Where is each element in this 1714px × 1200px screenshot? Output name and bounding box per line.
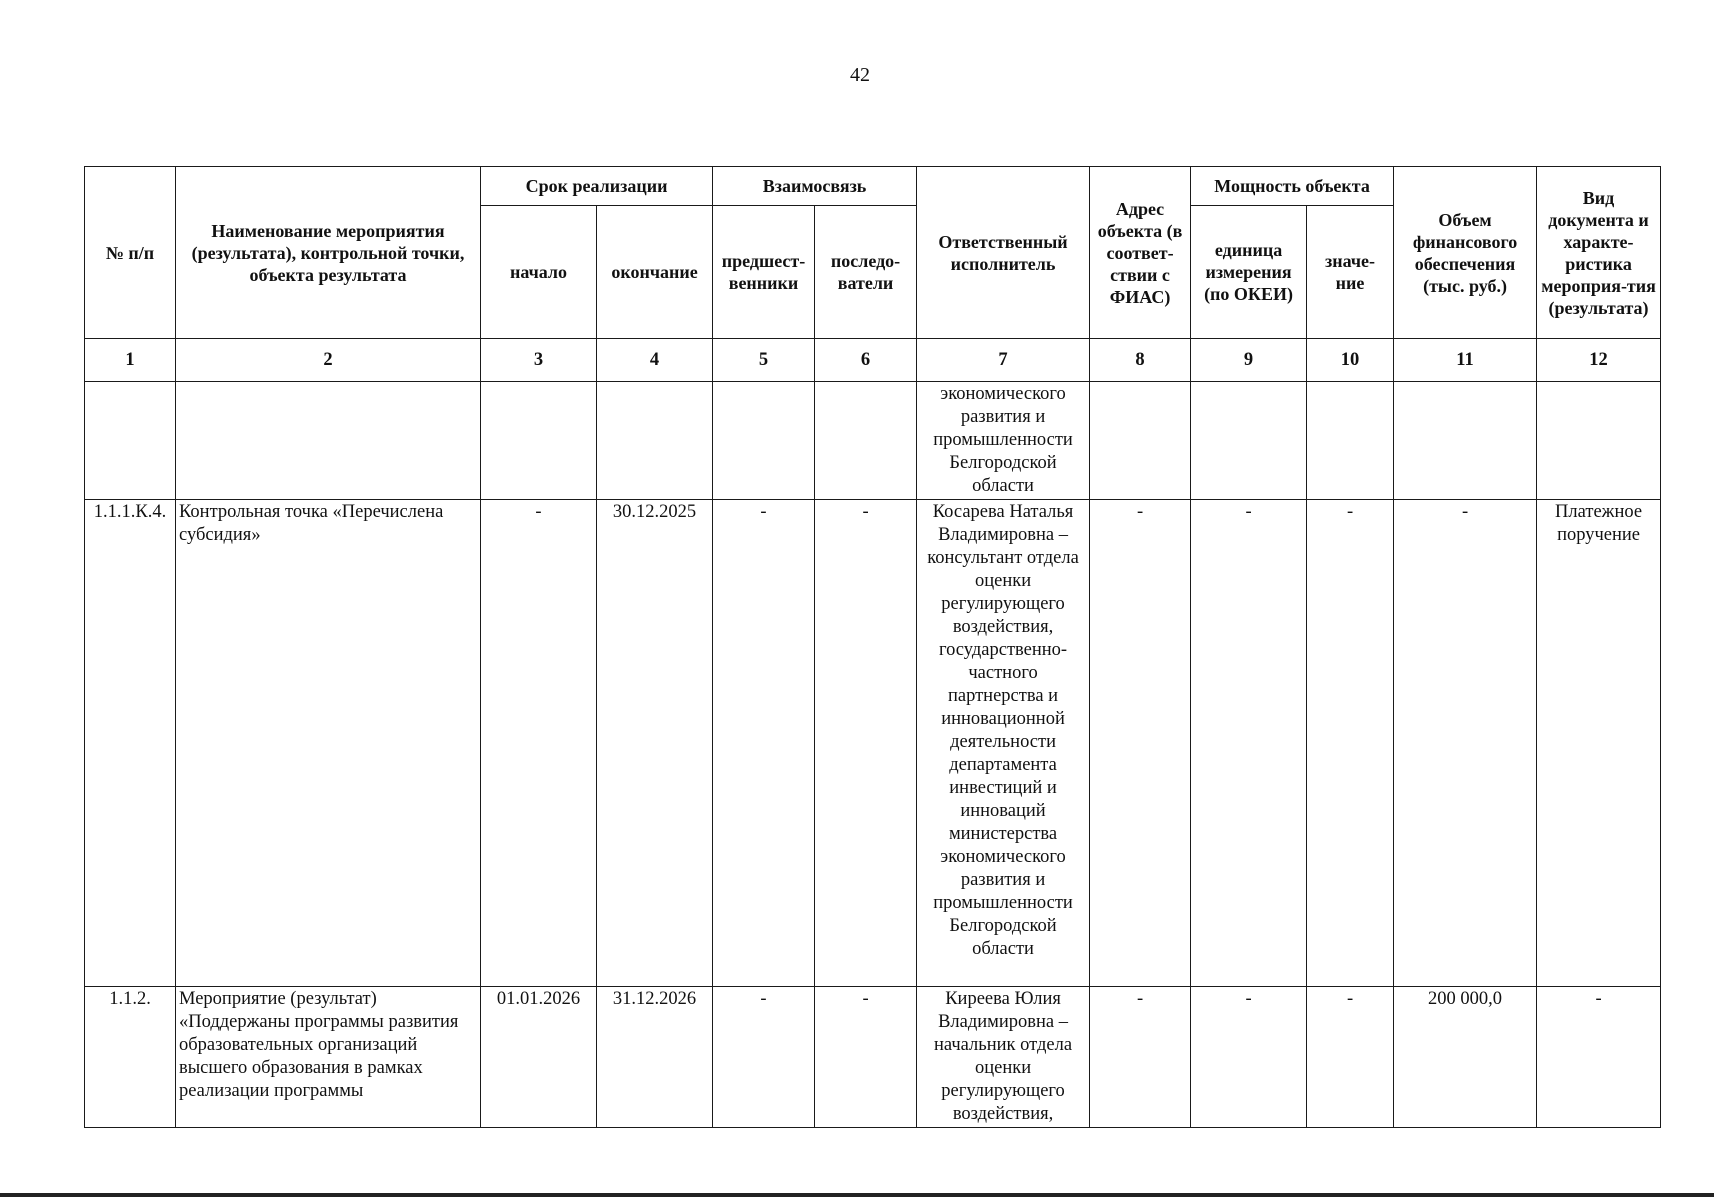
row-start: - bbox=[481, 500, 597, 987]
row-end: 31.12.2026 bbox=[597, 987, 713, 1128]
column-number: 10 bbox=[1307, 339, 1394, 382]
activities-table bbox=[84, 166, 1661, 1128]
table-row bbox=[85, 987, 1661, 1128]
row-doc: - bbox=[1537, 987, 1661, 1128]
row-value: - bbox=[1307, 987, 1394, 1128]
scan-bottom-edge bbox=[0, 1193, 1714, 1197]
table-row bbox=[85, 382, 1661, 500]
row-name: Мероприятие (результат) «Поддержаны программы развития образовательных организаций высшего образования в рамках реализации программы bbox=[176, 987, 481, 1128]
header-name: Наименование мероприятия (результата), контрольной точки, объекта результата bbox=[176, 167, 481, 339]
header-capacity-value: значе- ние bbox=[1307, 206, 1394, 339]
column-number: 7 bbox=[917, 339, 1090, 382]
row-no: 1.1.2. bbox=[85, 987, 176, 1128]
row-name: Контрольная точка «Перечислена субсидия» bbox=[176, 500, 481, 987]
column-number: 9 bbox=[1191, 339, 1307, 382]
row-next bbox=[815, 382, 917, 500]
header-no: № п/п bbox=[85, 167, 176, 339]
header-address: Адрес объекта (в соответ-ствии с ФИАС) bbox=[1090, 167, 1191, 339]
row-unit bbox=[1191, 382, 1307, 500]
row-address: - bbox=[1090, 500, 1191, 987]
row-start: 01.01.2026 bbox=[481, 987, 597, 1128]
page-number: 42 bbox=[850, 64, 870, 86]
header-relation: Взаимосвязь bbox=[713, 167, 917, 206]
header-relation-prev: предшест- венники bbox=[713, 206, 815, 339]
header-term-end: окончание bbox=[597, 206, 713, 339]
column-number: 4 bbox=[597, 339, 713, 382]
row-address bbox=[1090, 382, 1191, 500]
column-number: 3 bbox=[481, 339, 597, 382]
row-start bbox=[481, 382, 597, 500]
row-doc bbox=[1537, 382, 1661, 500]
row-end bbox=[597, 382, 713, 500]
header-executor: Ответственный исполнитель bbox=[917, 167, 1090, 339]
row-finance bbox=[1394, 382, 1537, 500]
row-finance: - bbox=[1394, 500, 1537, 987]
row-executor: Киреева Юлия Владимировна – начальник отдела оценки регулирующего воздействия, bbox=[917, 987, 1090, 1128]
column-number: 2 bbox=[176, 339, 481, 382]
column-number: 5 bbox=[713, 339, 815, 382]
column-number: 1 bbox=[85, 339, 176, 382]
row-prev: - bbox=[713, 987, 815, 1128]
column-number: 8 bbox=[1090, 339, 1191, 382]
row-executor: экономического развития и промышленности Белгородской области bbox=[917, 382, 1090, 500]
header-capacity-unit: единица измерения (по ОКЕИ) bbox=[1191, 206, 1307, 339]
header-capacity: Мощность объекта bbox=[1191, 167, 1394, 206]
row-end: 30.12.2025 bbox=[597, 500, 713, 987]
row-unit: - bbox=[1191, 500, 1307, 987]
column-number: 11 bbox=[1394, 339, 1537, 382]
header-term: Срок реализации bbox=[481, 167, 713, 206]
column-number: 12 bbox=[1537, 339, 1661, 382]
row-prev: - bbox=[713, 500, 815, 987]
row-finance: 200 000,0 bbox=[1394, 987, 1537, 1128]
header-term-start: начало bbox=[481, 206, 597, 339]
header-doc-type: Вид документа и характе-ристика мероприя-тия (результата) bbox=[1537, 167, 1661, 339]
row-address: - bbox=[1090, 987, 1191, 1128]
header-finance: Объем финансового обеспечения (тыс. руб.) bbox=[1394, 167, 1537, 339]
header-relation-next: последо- ватели bbox=[815, 206, 917, 339]
table-row bbox=[85, 500, 1661, 987]
row-no: 1.1.1.К.4. bbox=[85, 500, 176, 987]
row-doc: Платежное поручение bbox=[1537, 500, 1661, 987]
column-numbers-row bbox=[85, 339, 1661, 382]
column-number: 6 bbox=[815, 339, 917, 382]
row-executor: Косарева Наталья Владимировна – консультант отдела оценки регулирующего воздействия, государственно-частного партнерства и инновационной деятельности департамента инвестиций и инноваций министерства экономического развития и промышленности Белгородской области bbox=[917, 500, 1090, 987]
row-next: - bbox=[815, 500, 917, 987]
header-row-1 bbox=[85, 167, 1661, 206]
row-no bbox=[85, 382, 176, 500]
row-prev bbox=[713, 382, 815, 500]
row-unit: - bbox=[1191, 987, 1307, 1128]
row-next: - bbox=[815, 987, 917, 1128]
row-value bbox=[1307, 382, 1394, 500]
row-value: - bbox=[1307, 500, 1394, 987]
row-name bbox=[176, 382, 481, 500]
